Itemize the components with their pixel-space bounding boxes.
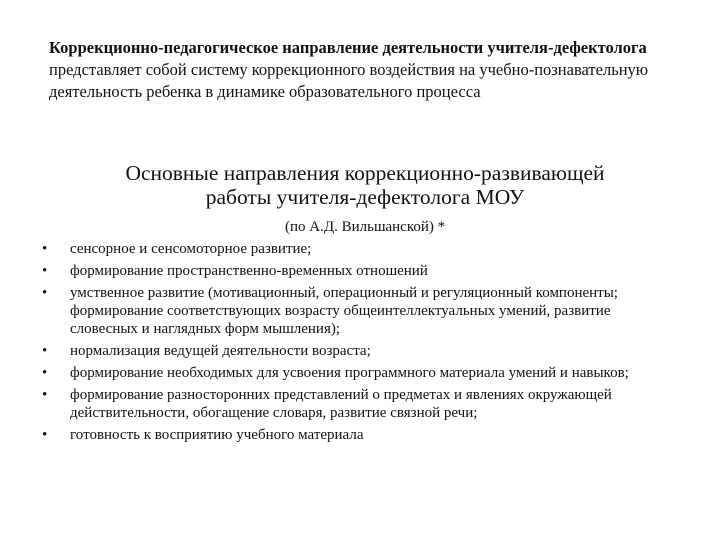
intro-bold-text: Коррекционно-педагогическое направление деятельности учителя-дефектолога [49,38,647,57]
list-item [42,426,682,444]
list-item-text: нормализация ведущей деятельности возраста; [70,343,371,359]
list-item-text: формирование необходимых для усвоения программного материала умений и навыков; [70,365,629,381]
bullet-icon: • [42,263,48,279]
list-item [42,262,682,280]
bullet-icon: • [42,365,48,381]
source-attribution: (по А.Д. Вильшанской) * [285,219,446,235]
list-item [42,386,682,422]
bullet-icon: • [42,387,48,403]
bullet-icon: • [42,241,48,257]
list-item [42,240,682,258]
bullet-icon: • [42,285,48,301]
directions-list [42,240,682,448]
bullet-icon: • [42,343,48,359]
list-item-text: умственное развитие (мотивационный, операционный и регуляционный компоненты; формирование соответствующих возрасту общеинтеллектуальных умений, развитие словесных и наглядных форм мышления); [70,285,618,337]
list-item-text: формирование разносторонних представлений о предметах и явлениях окружающей действительности, обогащение словаря, развитие связной речи; [70,387,612,421]
intro-paragraph [49,37,689,103]
section-heading [40,161,690,209]
list-item [42,284,682,338]
intro-text: представляет собой систему коррекционного воздействия на учебно-познавательную деятельность ребенка в динамике образовательного процесса [49,60,649,101]
list-item-text: готовность к восприятию учебного материала [70,427,364,443]
list-item [42,364,682,382]
list-item-text: сенсорное и сенсомоторное развитие; [70,241,312,257]
section-heading-line-2: работы учителя-дефектолога МОУ [205,185,525,209]
bullet-icon: • [42,427,48,443]
list-item [42,342,682,360]
section-heading-line-1: Основные направления коррекционно-развивающей [125,161,605,185]
list-item-text: формирование пространственно-временных отношений [70,263,428,279]
